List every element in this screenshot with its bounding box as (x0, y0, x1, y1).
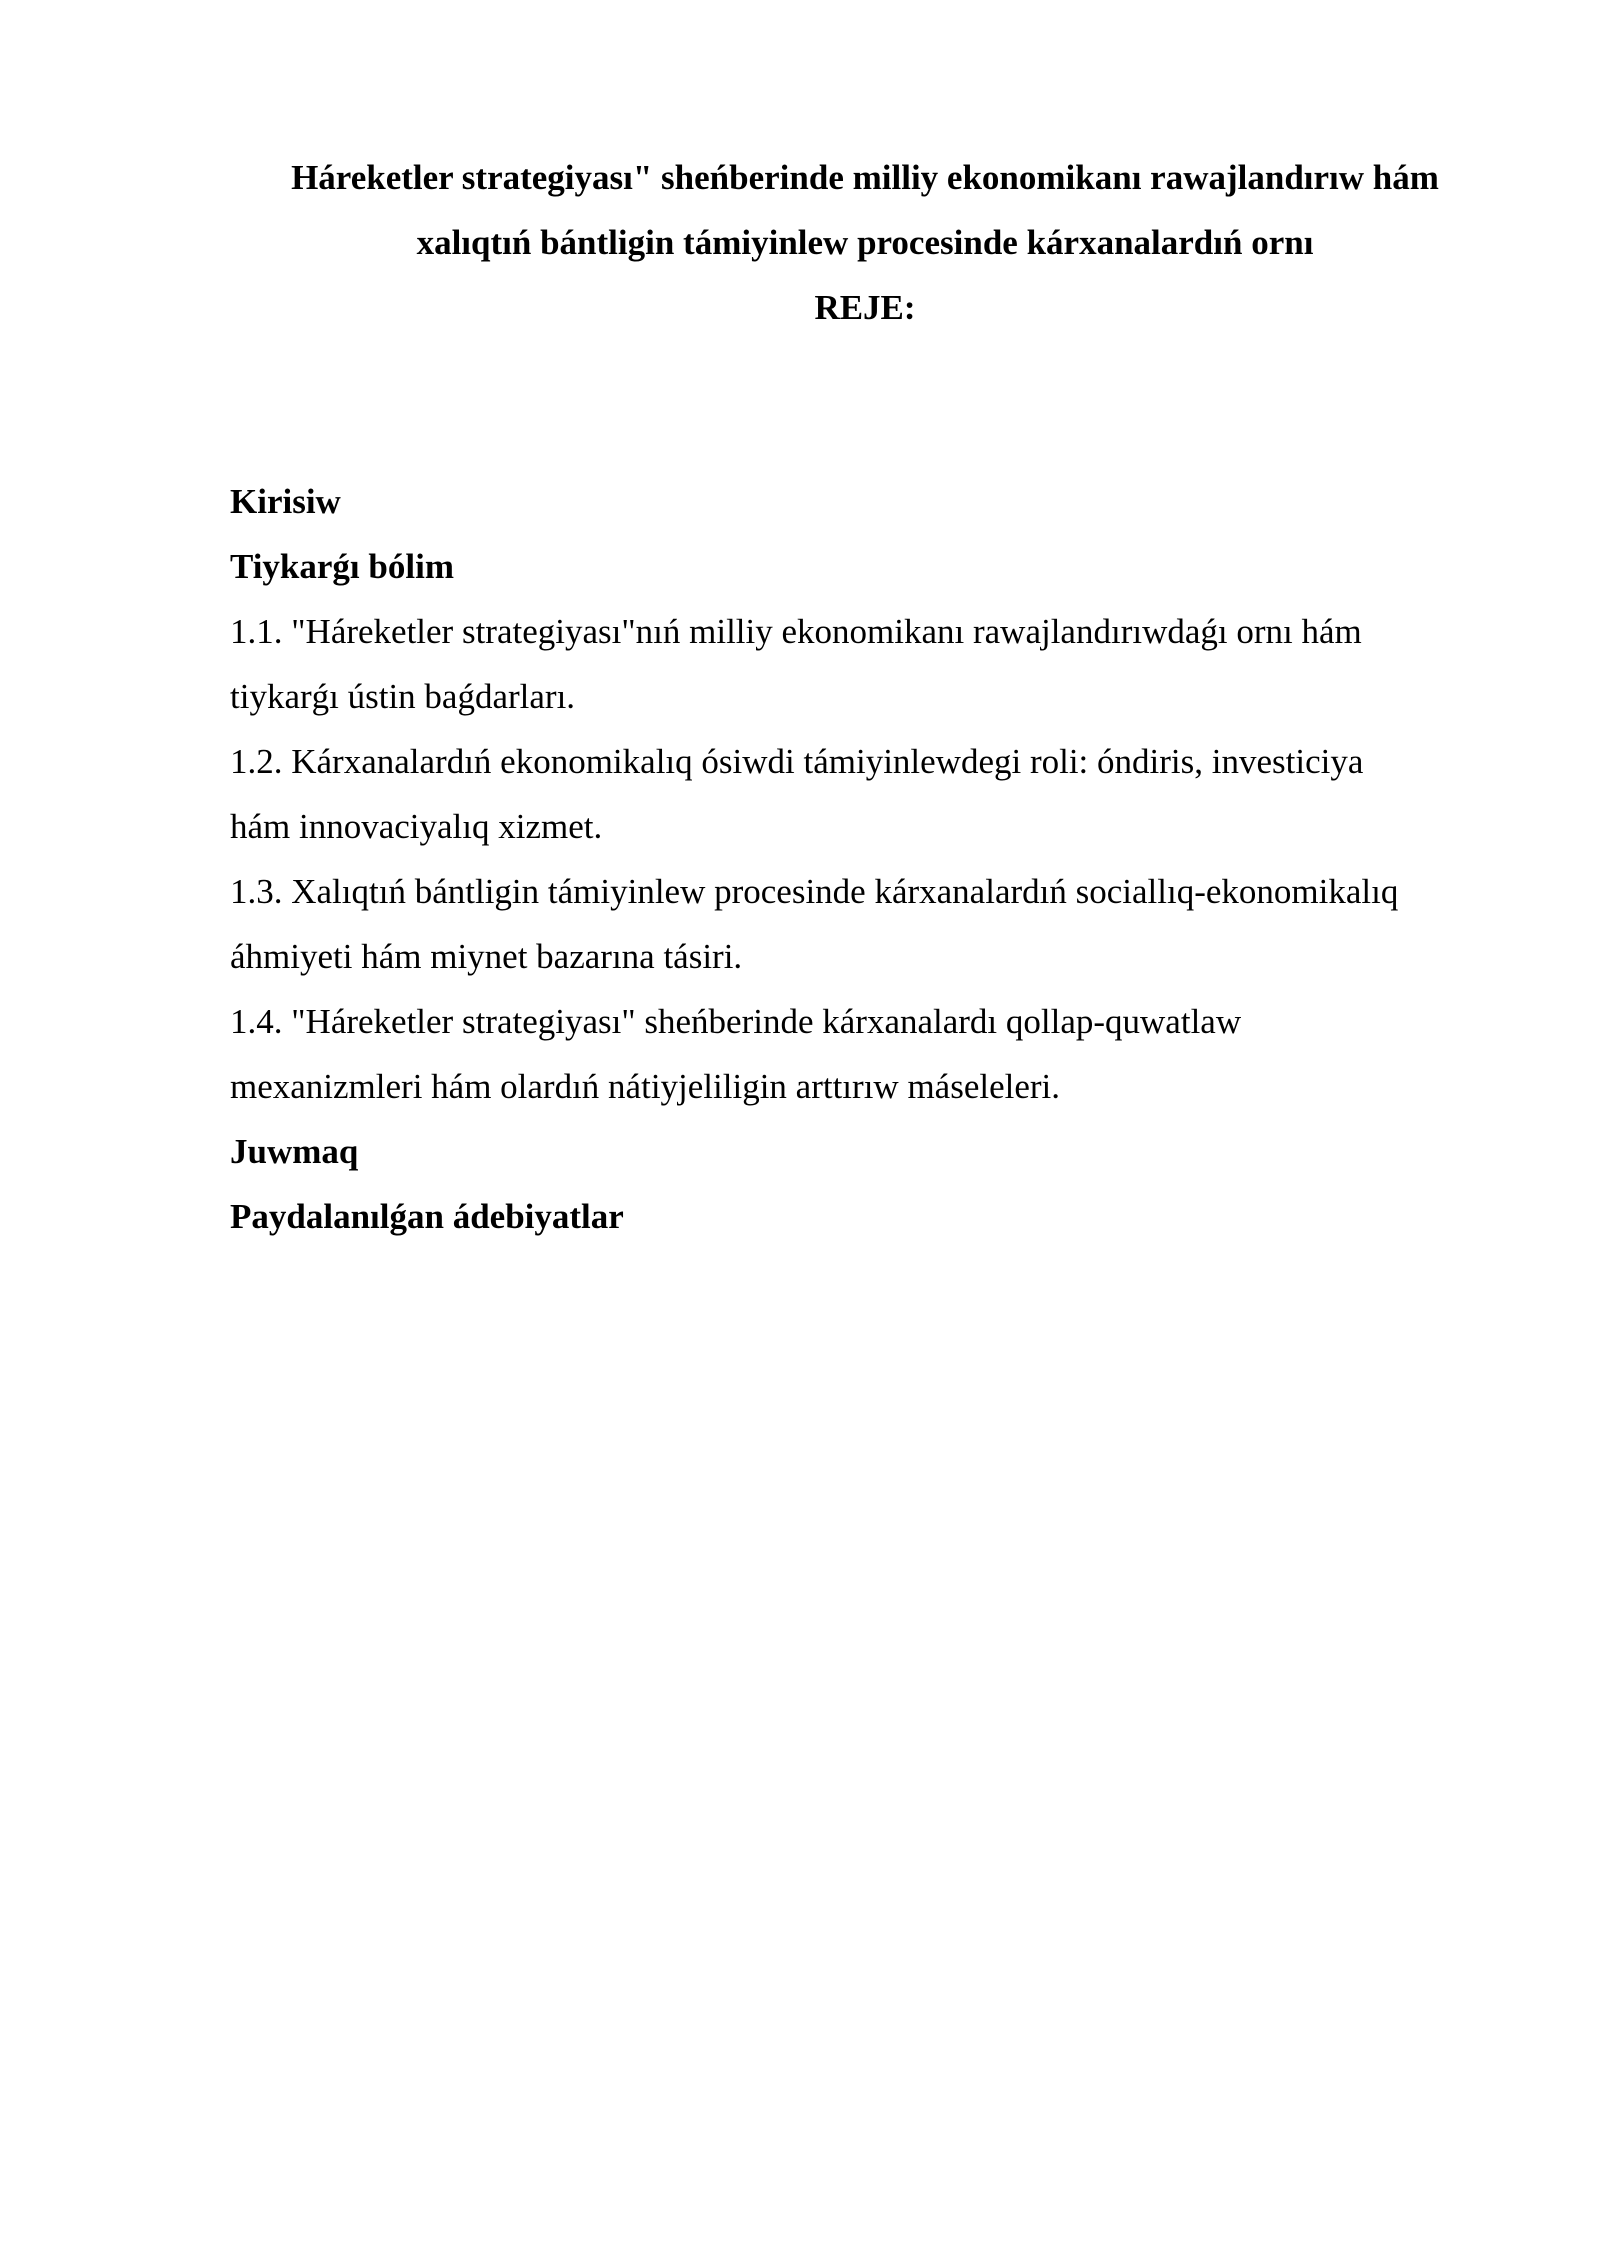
plan-contents (230, 469, 1540, 1249)
plan-item-1-2 (230, 729, 1540, 859)
plan-item-1-3 (230, 859, 1540, 989)
plan-heading: REJE: (814, 288, 916, 327)
section-main-part: Tiykarǵı bólim (230, 547, 454, 586)
plan-item-line: 1.2. Kárxanalardıń ekonomikalıq ósiwdi támiyinlewdegi roli: óndiris, investiciya (230, 742, 1364, 781)
section-conclusion: Juwmaq (230, 1132, 359, 1171)
title-line-2: xalıqtıń bántligin támiyinlew procesinde kárxanalardıń ornı (416, 223, 1314, 262)
document-title (230, 145, 1500, 340)
section-introduction: Kirisiw (230, 482, 341, 521)
plan-item-line: 1.4. "Háreketler strategiyası" sheńberinde kárxanalardı qollap-quwatlaw (230, 1002, 1242, 1041)
plan-item-line: tiykarǵı ústin baǵdarları. (230, 677, 576, 716)
plan-item-line: hám innovaciyalıq xizmet. (230, 807, 603, 846)
plan-item-1-1 (230, 599, 1540, 729)
section-references: Paydalanılǵan ádebiyatlar (230, 1197, 624, 1236)
plan-item-line: 1.3. Xalıqtıń bántligin támiyinlew procesinde kárxanalardıń sociallıq-ekonomikalıq (230, 872, 1399, 911)
plan-item-line: mexanizmleri hám olardıń nátiyjeliligin arttırıw máseleleri. (230, 1067, 1061, 1106)
plan-item-line: áhmiyeti hám miynet bazarına tásiri. (230, 937, 743, 976)
title-line-1: Háreketler strategiyası" sheńberinde milliy ekonomikanı rawajlandırıw hám (291, 158, 1439, 197)
plan-item-1-4 (230, 989, 1540, 1119)
plan-item-line: 1.1. "Háreketler strategiyası"nıń milliy ekonomikanı rawajlandırıwdaǵı ornı hám (230, 612, 1362, 651)
